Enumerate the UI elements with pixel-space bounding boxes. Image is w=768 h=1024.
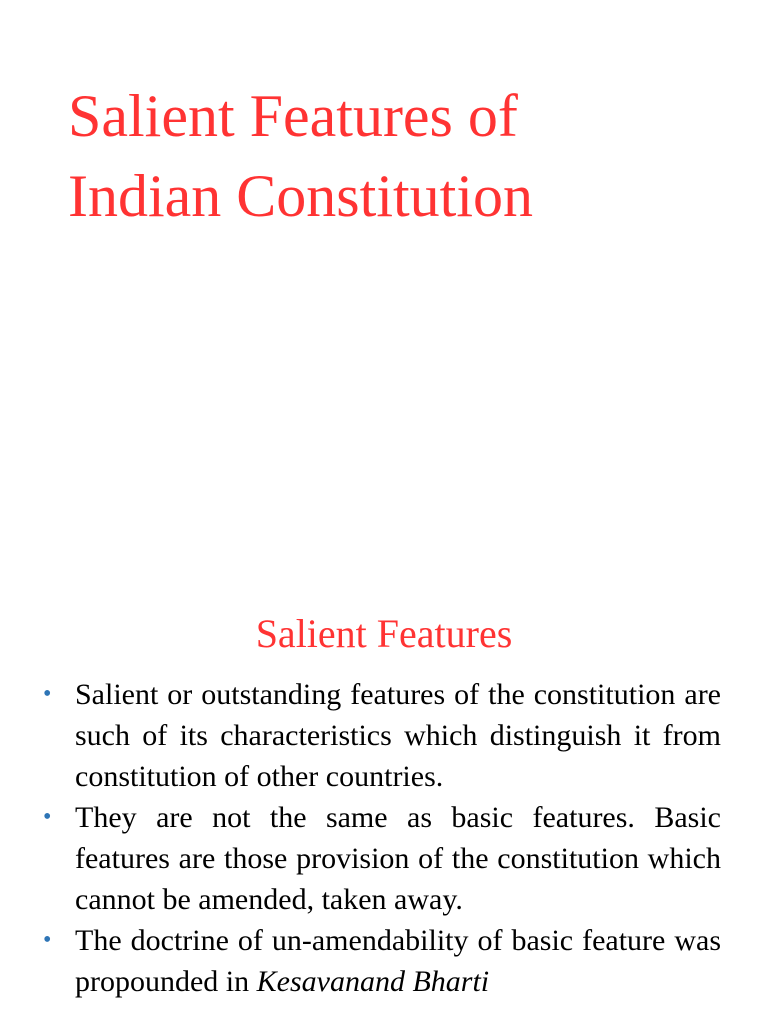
presentation-title: [68, 76, 708, 236]
bullet-item-3: [43, 920, 721, 1002]
bullet-text: Salient or outstanding features of the constitution are such of its characteristics which distinguish it from constitution of other countries.: [75, 678, 721, 793]
bullet-text: They are not the same as basic features. Basic features are those provision of the constitution which cannot be amended, taken away.: [75, 801, 721, 916]
bullet-icon: •: [43, 927, 52, 953]
bullet-icon: •: [43, 804, 52, 830]
bullet-item-2: [43, 797, 721, 920]
bullet-text: The doctrine of un-amendability of basic feature was propounded in: [75, 924, 721, 998]
case-name: Kesavanand Bharti: [256, 965, 490, 998]
bullet-icon: •: [43, 681, 52, 707]
bullet-item-1: [43, 674, 721, 797]
presentation-title-line-2: Indian Constitution: [68, 163, 533, 229]
bullet-list: [0, 674, 768, 1002]
slide-salient-features: [0, 576, 768, 1024]
presentation-title-line-1: Salient Features of: [68, 83, 518, 149]
slide-heading: Salient Features: [255, 611, 513, 656]
